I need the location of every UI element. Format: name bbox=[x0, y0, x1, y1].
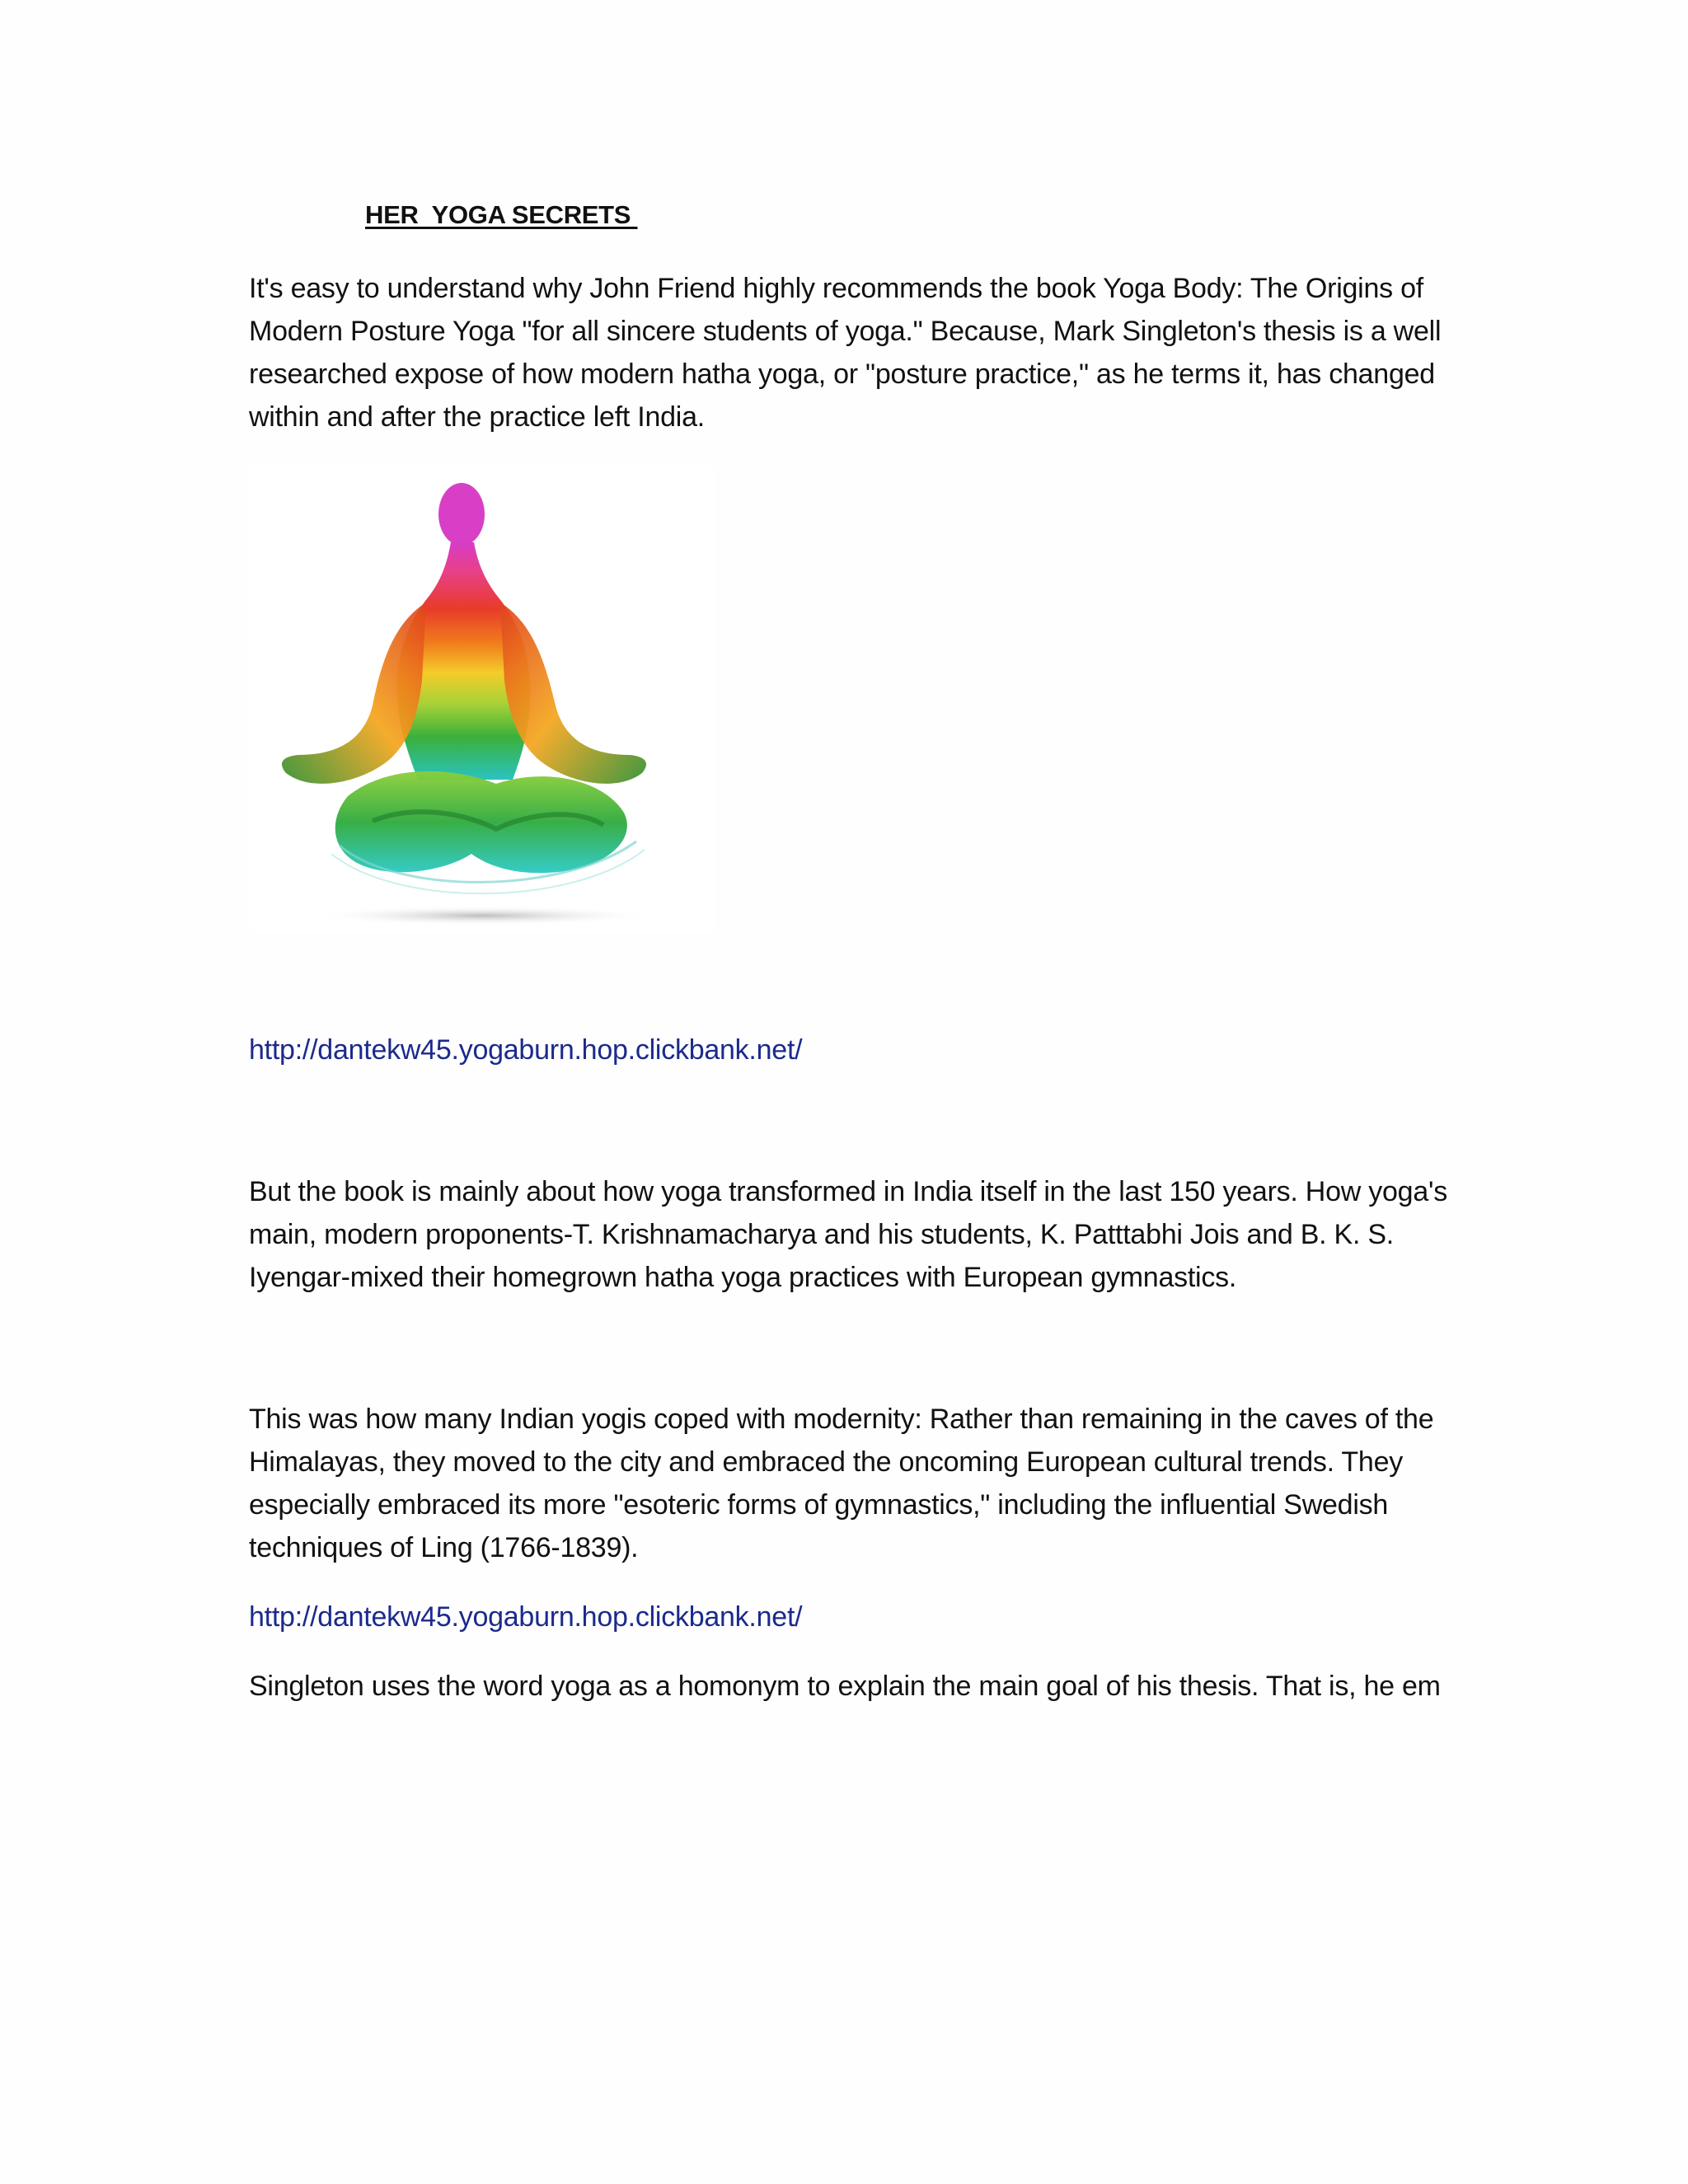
paragraph-homonym: Singleton uses the word yoga as a homonym to explain the main goal of his thesis. That is, he em bbox=[249, 1671, 1441, 1702]
document-title: HER YOGA SECRETS bbox=[365, 200, 638, 229]
paragraph-transformation: But the book is mainly about how yoga transformed in India itself in the last 150 years. How yoga's main, modern proponents-T. Krishnamacharya and his students, K. Patttabhi Jois and B. K. S. Iyengar-mixed their homegrown hatha yoga practices with European gymnastics. bbox=[249, 1176, 1447, 1293]
paragraph-intro: It's easy to understand why John Friend highly recommends the book Yoga Body: The Origins of Modern Posture Yoga "for all sincere students of yoga." Because, Mark Singleton's thesis is a well researched expose of how modern hatha yoga, or "posture practice," as he terms it, has changed within and after the practice left India. bbox=[249, 273, 1442, 433]
affiliate-link-2[interactable]: http://dantekw45.yogaburn.hop.clickbank.net/ bbox=[249, 1601, 803, 1633]
meditating-figure-icon bbox=[249, 466, 715, 933]
paragraph-modernity: This was how many Indian yogis coped with modernity: Rather than remaining in the caves of the Himalayas, they moved to the city and embraced the oncoming European cultural trends. They especially embraced its more "esoteric forms of gymnastics," including the influential Swedish techniques of Ling (1766-1839). bbox=[249, 1404, 1434, 1563]
affiliate-link-1[interactable]: http://dantekw45.yogaburn.hop.clickbank.net/ bbox=[249, 1034, 803, 1066]
